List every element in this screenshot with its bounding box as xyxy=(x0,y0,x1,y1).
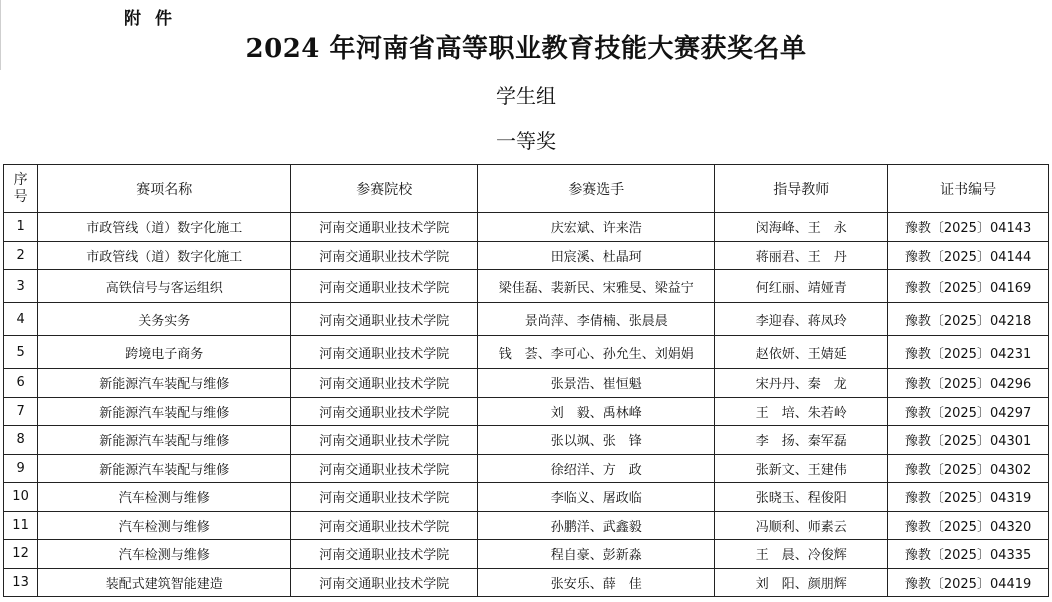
cell-students: 程自豪、彭新淼 xyxy=(478,540,715,569)
cell-number: 13 xyxy=(4,568,38,597)
cell-school: 河南交通职业技术学院 xyxy=(291,213,478,242)
cell-school: 河南交通职业技术学院 xyxy=(291,568,478,597)
cell-school: 河南交通职业技术学院 xyxy=(291,369,478,398)
cell-certificate: 豫教〔2025〕04302 xyxy=(888,454,1049,483)
table-row xyxy=(4,454,1049,483)
column-header-number-text: 序 号 xyxy=(13,171,28,205)
cell-event: 新能源汽车装配与维修 xyxy=(38,426,291,455)
table-row xyxy=(4,397,1049,426)
cell-students: 张景浩、崔恒魁 xyxy=(478,369,715,398)
cell-certificate: 豫教〔2025〕04296 xyxy=(888,369,1049,398)
cell-school: 河南交通职业技术学院 xyxy=(291,397,478,426)
cell-number: 9 xyxy=(4,454,38,483)
cell-event: 汽车检测与维修 xyxy=(38,540,291,569)
attachment-label: 附件 xyxy=(124,9,186,29)
cell-school: 河南交通职业技术学院 xyxy=(291,241,478,270)
column-header-students: 参赛选手 xyxy=(478,165,715,213)
cell-teachers: 赵依妍、王婧延 xyxy=(715,336,888,369)
award-table xyxy=(3,164,1049,597)
column-header-school: 参赛院校 xyxy=(291,165,478,213)
cell-students: 张以飒、张 锋 xyxy=(478,426,715,455)
cell-number: 8 xyxy=(4,426,38,455)
cell-certificate: 豫教〔2025〕04301 xyxy=(888,426,1049,455)
table-row xyxy=(4,241,1049,270)
cell-number: 2 xyxy=(4,241,38,270)
cell-event: 新能源汽车装配与维修 xyxy=(38,454,291,483)
column-header-teachers: 指导教师 xyxy=(715,165,888,213)
table-row xyxy=(4,540,1049,569)
cell-teachers: 王 晨、冷俊辉 xyxy=(715,540,888,569)
table-row xyxy=(4,303,1049,336)
cell-event: 汽车检测与维修 xyxy=(38,511,291,540)
table-row xyxy=(4,336,1049,369)
cell-event: 新能源汽车装配与维修 xyxy=(38,397,291,426)
table-row xyxy=(4,369,1049,398)
cell-teachers: 闵海峰、王 永 xyxy=(715,213,888,242)
table-row xyxy=(4,270,1049,303)
cell-certificate: 豫教〔2025〕04419 xyxy=(888,568,1049,597)
cell-certificate: 豫教〔2025〕04335 xyxy=(888,540,1049,569)
cell-students: 徐绍洋、方 政 xyxy=(478,454,715,483)
cell-certificate: 豫教〔2025〕04231 xyxy=(888,336,1049,369)
cell-students: 梁佳磊、裴新民、宋雅旻、梁益宁 xyxy=(478,270,715,303)
cell-event: 汽车检测与维修 xyxy=(38,483,291,512)
cell-teachers: 刘 阳、颜朋辉 xyxy=(715,568,888,597)
cell-number: 4 xyxy=(4,303,38,336)
cell-certificate: 豫教〔2025〕04143 xyxy=(888,213,1049,242)
cell-event: 市政管线（道）数字化施工 xyxy=(38,241,291,270)
cell-school: 河南交通职业技术学院 xyxy=(291,454,478,483)
cell-students: 刘 毅、禹林峰 xyxy=(478,397,715,426)
cell-teachers: 李 扬、秦军磊 xyxy=(715,426,888,455)
cell-school: 河南交通职业技术学院 xyxy=(291,336,478,369)
cell-students: 张安乐、薛 佳 xyxy=(478,568,715,597)
cell-certificate: 豫教〔2025〕04319 xyxy=(888,483,1049,512)
cell-students: 田宸溪、杜晶珂 xyxy=(478,241,715,270)
cell-certificate: 豫教〔2025〕04144 xyxy=(888,241,1049,270)
table-row xyxy=(4,511,1049,540)
cell-certificate: 豫教〔2025〕04320 xyxy=(888,511,1049,540)
cell-event: 跨境电子商务 xyxy=(38,336,291,369)
award-level-heading: 一等奖 xyxy=(496,129,556,153)
cell-school: 河南交通职业技术学院 xyxy=(291,270,478,303)
cell-event: 高铁信号与客运组织 xyxy=(38,270,291,303)
cell-students: 景尚萍、李倩楠、张晨晨 xyxy=(478,303,715,336)
cell-school: 河南交通职业技术学院 xyxy=(291,303,478,336)
cell-certificate: 豫教〔2025〕04297 xyxy=(888,397,1049,426)
cell-event: 关务实务 xyxy=(38,303,291,336)
cell-event: 新能源汽车装配与维修 xyxy=(38,369,291,398)
cell-school: 河南交通职业技术学院 xyxy=(291,483,478,512)
cell-teachers: 王 培、朱若岭 xyxy=(715,397,888,426)
cell-number: 1 xyxy=(4,213,38,242)
cell-teachers: 宋丹丹、秦 龙 xyxy=(715,369,888,398)
cell-certificate: 豫教〔2025〕04218 xyxy=(888,303,1049,336)
cell-event: 市政管线（道）数字化施工 xyxy=(38,213,291,242)
cell-students: 孙鹏洋、武鑫毅 xyxy=(478,511,715,540)
column-header-number xyxy=(4,165,38,213)
cell-number: 11 xyxy=(4,511,38,540)
cell-number: 5 xyxy=(4,336,38,369)
cell-teachers: 张晓玉、程俊阳 xyxy=(715,483,888,512)
cell-school: 河南交通职业技术学院 xyxy=(291,511,478,540)
cell-number: 3 xyxy=(4,270,38,303)
column-header-certificate: 证书编号 xyxy=(888,165,1049,213)
cell-certificate: 豫教〔2025〕04169 xyxy=(888,270,1049,303)
cell-number: 6 xyxy=(4,369,38,398)
cell-teachers: 张新文、王建伟 xyxy=(715,454,888,483)
document-title: 2024 年河南省高等职业教育技能大赛获奖名单 xyxy=(245,34,807,64)
cell-number: 12 xyxy=(4,540,38,569)
table-row xyxy=(4,426,1049,455)
cell-teachers: 蒋丽君、王 丹 xyxy=(715,241,888,270)
cell-event: 装配式建筑智能建造 xyxy=(38,568,291,597)
cell-number: 10 xyxy=(4,483,38,512)
cell-students: 钱 荟、李可心、孙允生、刘娟娟 xyxy=(478,336,715,369)
cell-number: 7 xyxy=(4,397,38,426)
table-header-row xyxy=(4,165,1049,213)
table-row xyxy=(4,213,1049,242)
cell-students: 庆宏斌、许来浩 xyxy=(478,213,715,242)
cell-teachers: 冯顺利、师素云 xyxy=(715,511,888,540)
cell-teachers: 何红丽、靖娅青 xyxy=(715,270,888,303)
cell-students: 李临义、屠政临 xyxy=(478,483,715,512)
table-row xyxy=(4,568,1049,597)
group-subtitle: 学生组 xyxy=(496,84,556,108)
cell-school: 河南交通职业技术学院 xyxy=(291,540,478,569)
cell-school: 河南交通职业技术学院 xyxy=(291,426,478,455)
table-row xyxy=(4,483,1049,512)
cell-teachers: 李迎春、蒋凤玲 xyxy=(715,303,888,336)
column-header-event: 赛项名称 xyxy=(38,165,291,213)
